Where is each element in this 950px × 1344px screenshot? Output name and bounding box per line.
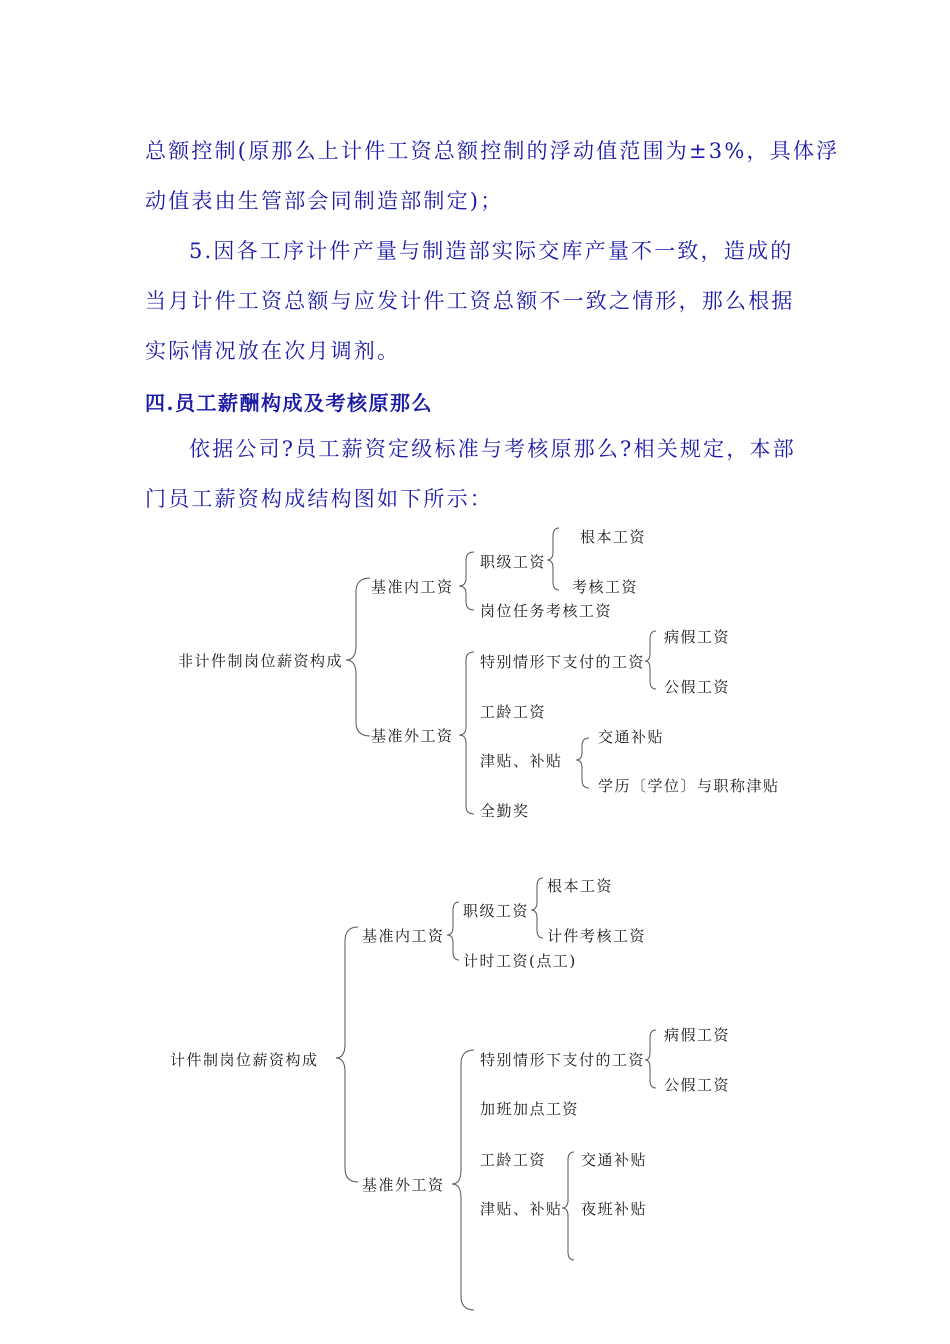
section-heading-4: 四.员工薪酬构成及考核原那么	[145, 391, 433, 415]
paragraph-intro: 依据公司?员工薪资定级标准与考核原那么?相关规定，本部门员工薪资构成结构图如下所示：	[145, 437, 796, 511]
tree-node-allowance: 津贴、补贴	[480, 1200, 563, 1218]
tree-root-piece: 计件制岗位薪资构成	[170, 1051, 319, 1069]
tree-node-transport-allowance: 交通补贴	[598, 728, 665, 746]
tree-node-inner-wage: 基准内工资	[371, 578, 454, 596]
tree-root-non-piece: 非计件制岗位薪资构成	[178, 652, 344, 670]
tree-node-seniority-wage: 工龄工资	[480, 703, 547, 721]
tree-node-outer-wage: 基准外工资	[371, 727, 454, 745]
tree-node-basic-wage: 根本工资	[547, 877, 614, 895]
tree-node-sick-leave-wage: 病假工资	[664, 1026, 731, 1044]
tree-node-overtime-wage: 加班加点工资	[480, 1100, 580, 1118]
tree-node-attendance-bonus: 全勤奖	[480, 802, 530, 820]
tree-node-allowance: 津贴、补贴	[480, 752, 563, 770]
paragraph-line: 总额控制(原那么上计件工资总额控制的浮动值范围为±3%，具体浮	[145, 139, 840, 163]
tree-node-rank-wage: 职级工资	[480, 553, 547, 571]
tree-node-transport-allowance: 交通补贴	[581, 1151, 648, 1169]
tree-node-piece-assess-wage: 计件考核工资	[547, 927, 647, 945]
tree-node-outer-wage: 基准外工资	[362, 1176, 445, 1194]
tree-node-degree-allowance: 学历〔学位〕与职称津贴	[598, 777, 780, 795]
tree-node-basic-wage: 根本工资	[580, 528, 647, 546]
tree-node-rank-wage: 职级工资	[463, 902, 530, 920]
tree-node-assess-wage: 考核工资	[572, 578, 639, 596]
tree-node-sick-leave-wage: 病假工资	[664, 628, 731, 646]
paragraph-item-5: 5.因各工序计件产量与制造部实际交库产量不一致，造成的当月计件工资总额与应发计件工资总额不一致之情形，那么根据实际情况放在次月调剂。	[145, 239, 795, 363]
tree-node-hourly-wage: 计时工资(点工)	[463, 952, 577, 970]
tree-node-post-task-wage: 岗位任务考核工资	[480, 602, 613, 620]
tree-node-night-allowance: 夜班补贴	[581, 1200, 648, 1218]
tree-node-inner-wage: 基准内工资	[362, 927, 445, 945]
tree-node-special-wage: 特别情形下支付的工资	[480, 1051, 646, 1069]
tree-node-special-wage: 特别情形下支付的工资	[480, 653, 646, 671]
tree-node-seniority-wage: 工龄工资	[480, 1151, 547, 1169]
tree-node-public-leave-wage: 公假工资	[664, 1076, 731, 1094]
paragraph-line: 动值表由生管部会同制造部制定)；	[145, 189, 504, 213]
tree-node-public-leave-wage: 公假工资	[664, 678, 731, 696]
